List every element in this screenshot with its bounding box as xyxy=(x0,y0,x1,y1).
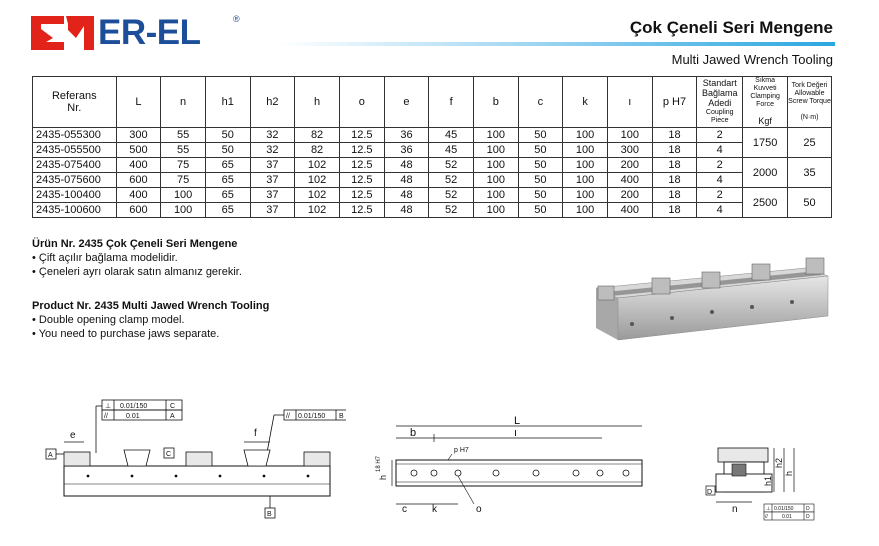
header-screw-torque: Tork Değeri Allowable Screw Torque (N·m) xyxy=(788,77,832,128)
datum-b: B xyxy=(267,511,272,518)
cell-n: 55 xyxy=(161,143,206,158)
header-n: n xyxy=(161,77,206,128)
header-b: b xyxy=(473,77,518,128)
cell-i: 400 xyxy=(607,173,652,188)
cell-k: 100 xyxy=(563,158,608,173)
cell-torque: 35 xyxy=(788,158,832,188)
side-tol1-ref: D xyxy=(806,506,810,512)
drawing-front-view xyxy=(36,398,346,520)
table-header-row xyxy=(33,77,832,128)
cell-e: 48 xyxy=(384,173,429,188)
dim-e: e xyxy=(70,430,76,441)
cell-h: 102 xyxy=(295,158,340,173)
cell-i: 100 xyxy=(607,128,652,143)
cell-f: 52 xyxy=(429,173,474,188)
cell-ref: 2435-055500 xyxy=(33,143,117,158)
cell-h2: 37 xyxy=(250,188,295,203)
cell-h2: 32 xyxy=(250,128,295,143)
cell-k: 100 xyxy=(563,188,608,203)
cell-b: 100 xyxy=(473,203,518,218)
datum-a: A xyxy=(48,452,53,459)
page-title-en: Multi Jawed Wrench Tooling xyxy=(671,52,833,67)
cell-c: 50 xyxy=(518,203,563,218)
cell-c: 50 xyxy=(518,188,563,203)
cell-h: 102 xyxy=(295,173,340,188)
cell-h2: 37 xyxy=(250,203,295,218)
tol3-ref: B xyxy=(339,413,344,420)
cell-h: 82 xyxy=(295,143,340,158)
tol1-symbol: ⊥ xyxy=(105,403,112,410)
cell-ref: 2435-075600 xyxy=(33,173,117,188)
cell-h2: 37 xyxy=(250,173,295,188)
brand-name: ER-EL xyxy=(98,13,201,52)
table-row xyxy=(33,203,832,218)
cell-p: 18 xyxy=(652,188,697,203)
cell-ref: 2435-100400 xyxy=(33,188,117,203)
cell-n: 75 xyxy=(161,173,206,188)
info-line: • You need to purchase jaws separate. xyxy=(32,328,220,340)
cell-p: 18 xyxy=(652,203,697,218)
cell-k: 100 xyxy=(563,203,608,218)
cell-c: 50 xyxy=(518,128,563,143)
cell-h: 82 xyxy=(295,128,340,143)
cell-i: 200 xyxy=(607,158,652,173)
cell-L: 300 xyxy=(116,128,161,143)
tol1-value: 0.01/150 xyxy=(120,403,148,410)
table-row xyxy=(33,188,832,203)
dim-b: b xyxy=(410,427,417,439)
tol2-ref: A xyxy=(170,413,175,420)
header-ref: Referans Nr. xyxy=(33,77,117,128)
page-title-tr: Çok Çeneli Seri Mengene xyxy=(629,18,833,37)
cell-e: 36 xyxy=(384,128,429,143)
tol1-ref: C xyxy=(170,403,176,410)
cell-e: 48 xyxy=(384,158,429,173)
spec-table xyxy=(32,76,832,218)
header-h1: h1 xyxy=(205,77,250,128)
header-standard-coupling: Standart Bağlama Adedi Coupling Piece xyxy=(697,77,743,128)
cell-f: 45 xyxy=(429,143,474,158)
product-photo xyxy=(592,254,832,344)
dim-h1: h1 xyxy=(763,475,773,486)
cell-n: 100 xyxy=(161,188,206,203)
table-row xyxy=(33,158,832,173)
dim-ph7: p H7 xyxy=(454,447,469,454)
cell-h1: 65 xyxy=(205,158,250,173)
cell-p: 18 xyxy=(652,128,697,143)
cell-force: 2000 xyxy=(743,158,788,188)
cell-h1: 65 xyxy=(205,188,250,203)
cell-o: 12.5 xyxy=(339,158,384,173)
info-line: • Çift açılır bağlama modelidir. xyxy=(32,252,178,264)
cell-i: 200 xyxy=(607,188,652,203)
header-clamping-force: Sıkma Kuvveti Clamping Force Kgf xyxy=(743,77,788,128)
cell-k: 100 xyxy=(563,128,608,143)
cell-o: 12.5 xyxy=(339,143,384,158)
cell-std: 4 xyxy=(697,203,743,218)
header-i: ı xyxy=(607,77,652,128)
side-tol2-ref: D xyxy=(806,514,810,520)
cell-h: 102 xyxy=(295,188,340,203)
cell-p: 18 xyxy=(652,158,697,173)
drawing-top-view xyxy=(370,414,654,516)
header-h: h xyxy=(295,77,340,128)
cell-f: 52 xyxy=(429,188,474,203)
cell-o: 12.5 xyxy=(339,203,384,218)
info-line: • Çeneleri ayrı olarak satın almanız gerekir. xyxy=(32,266,242,278)
cell-n: 75 xyxy=(161,158,206,173)
dim-k: k xyxy=(432,504,437,515)
header-L: L xyxy=(116,77,161,128)
cell-f: 45 xyxy=(429,128,474,143)
header-o: o xyxy=(339,77,384,128)
drawing-side-view xyxy=(704,440,820,526)
cell-force: 1750 xyxy=(743,128,788,158)
cell-h2: 32 xyxy=(250,143,295,158)
header-accent-bar xyxy=(280,42,835,46)
cell-k: 100 xyxy=(563,143,608,158)
cell-e: 36 xyxy=(384,143,429,158)
registered-mark: ® xyxy=(233,14,240,24)
cell-force: 2500 xyxy=(743,188,788,218)
cell-b: 100 xyxy=(473,158,518,173)
cell-n: 55 xyxy=(161,128,206,143)
info-block-tr xyxy=(32,237,242,279)
header-f: f xyxy=(429,77,474,128)
cell-h2: 37 xyxy=(250,158,295,173)
tol3-value: 0.01/150 xyxy=(298,413,326,420)
cell-h1: 65 xyxy=(205,173,250,188)
header-k: k xyxy=(563,77,608,128)
cell-c: 50 xyxy=(518,143,563,158)
table-row xyxy=(33,143,832,158)
cell-n: 100 xyxy=(161,203,206,218)
info-block-en xyxy=(32,299,269,341)
cell-f: 52 xyxy=(429,158,474,173)
dim-h2: h2 xyxy=(774,457,784,468)
cell-b: 100 xyxy=(473,188,518,203)
cell-ref: 2435-055300 xyxy=(33,128,117,143)
table-row xyxy=(33,173,832,188)
cell-h1: 65 xyxy=(205,203,250,218)
cell-c: 50 xyxy=(518,173,563,188)
header-c: c xyxy=(518,77,563,128)
dim-c: c xyxy=(402,504,407,515)
header-h2: h2 xyxy=(250,77,295,128)
tol2-value: 0.01 xyxy=(126,413,140,420)
side-tol2-value: 0.01 xyxy=(782,514,792,520)
header-e: e xyxy=(384,77,429,128)
cell-p: 18 xyxy=(652,173,697,188)
cell-b: 100 xyxy=(473,143,518,158)
cell-std: 2 xyxy=(697,128,743,143)
cell-ref: 2435-100600 xyxy=(33,203,117,218)
datum-d: D xyxy=(707,489,713,496)
table-row xyxy=(33,128,832,143)
cell-h1: 50 xyxy=(205,128,250,143)
cell-L: 400 xyxy=(116,188,161,203)
info-line: • Double opening clamp model. xyxy=(32,314,185,326)
cell-b: 100 xyxy=(473,173,518,188)
cell-torque: 50 xyxy=(788,188,832,218)
cell-std: 2 xyxy=(697,188,743,203)
dim-n: n xyxy=(732,504,738,515)
cell-i: 400 xyxy=(607,203,652,218)
cell-std: 4 xyxy=(697,143,743,158)
cell-L: 500 xyxy=(116,143,161,158)
cell-k: 100 xyxy=(563,173,608,188)
cell-o: 12.5 xyxy=(339,128,384,143)
cell-ref: 2435-075400 xyxy=(33,158,117,173)
cell-c: 50 xyxy=(518,158,563,173)
cell-torque: 25 xyxy=(788,128,832,158)
dim-f: f xyxy=(254,428,257,439)
tol3-symbol: // xyxy=(286,413,290,420)
cell-L: 600 xyxy=(116,203,161,218)
cell-o: 12.5 xyxy=(339,173,384,188)
dim-h-side: h xyxy=(784,470,794,476)
cell-std: 2 xyxy=(697,158,743,173)
cell-o: 12.5 xyxy=(339,188,384,203)
dim-L: L xyxy=(514,415,521,427)
dim-18h7: 18 H7 xyxy=(376,455,382,472)
cell-p: 18 xyxy=(652,143,697,158)
datum-c: C xyxy=(166,451,172,458)
cell-L: 400 xyxy=(116,158,161,173)
header-ph7: p H7 xyxy=(652,77,697,128)
cell-f: 52 xyxy=(429,203,474,218)
dim-i: ı xyxy=(514,427,518,439)
side-tol2-symbol: // xyxy=(765,514,768,520)
cell-b: 100 xyxy=(473,128,518,143)
side-tol1-symbol: ⊥ xyxy=(766,506,771,512)
info-heading-tr: Ürün Nr. 2435 Çok Çeneli Seri Mengene xyxy=(32,238,238,250)
cell-std: 4 xyxy=(697,173,743,188)
tol2-symbol: // xyxy=(104,413,108,420)
cell-h1: 50 xyxy=(205,143,250,158)
cell-i: 300 xyxy=(607,143,652,158)
dim-o: o xyxy=(476,504,482,515)
cell-h: 102 xyxy=(295,203,340,218)
dim-h: h xyxy=(378,474,388,480)
cell-e: 48 xyxy=(384,188,429,203)
cell-L: 600 xyxy=(116,173,161,188)
info-heading-en: Product Nr. 2435 Multi Jawed Wrench Tooling xyxy=(32,300,270,312)
cell-e: 48 xyxy=(384,203,429,218)
side-tol1-value: 0.01/150 xyxy=(774,506,794,512)
